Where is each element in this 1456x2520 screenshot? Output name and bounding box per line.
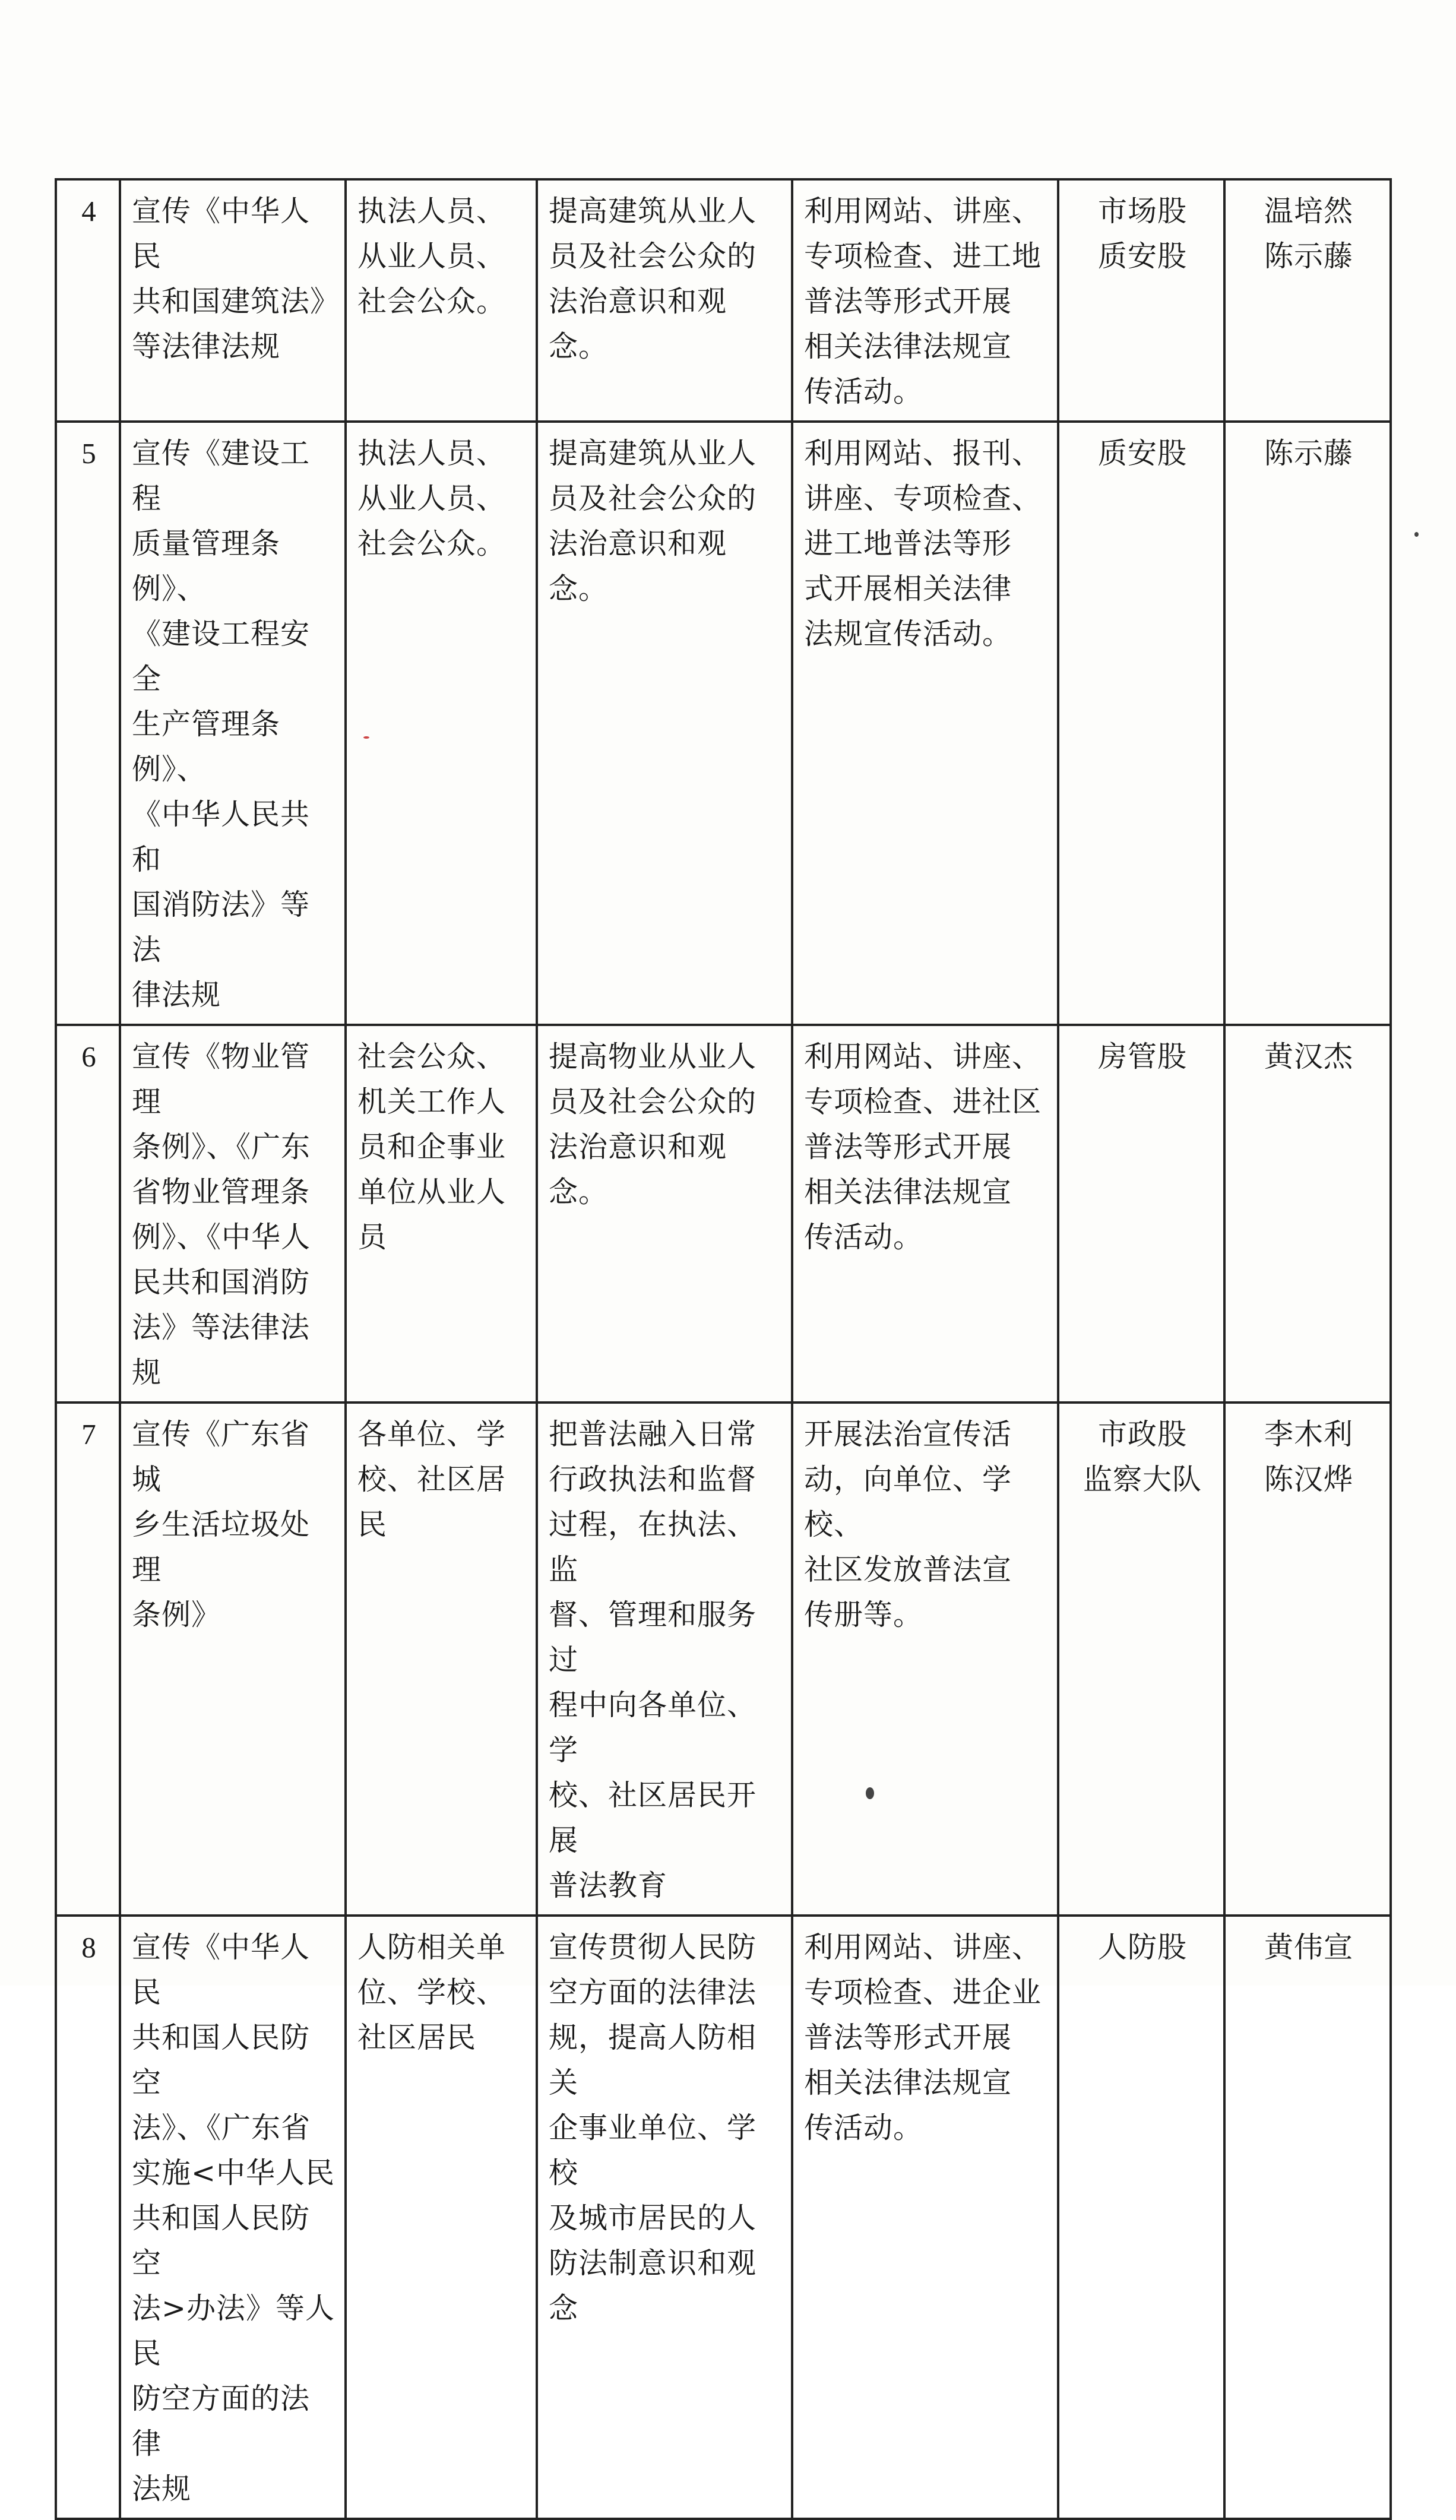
scan-speck — [1414, 532, 1419, 537]
publicity-content: 宣传《建设工程 质量管理条例》、 《建设工程安全 生产管理条例》、 《中华人民共和 国消防法》等法 律法规 — [120, 422, 346, 1025]
publicity-goal: 提高物业从业人 员及社会公众的 法治意识和观念。 — [537, 1025, 792, 1403]
table-row — [56, 1916, 1391, 2519]
responsible-person: 黄汉杰 — [1224, 1025, 1391, 1403]
publicity-method: 利用网站、讲座、 专项检查、进企业 普法等形式开展 相关法律法规宣 传活动。 — [792, 1916, 1058, 2519]
target-audience: 人防相关单 位、学校、 社区居民 — [346, 1916, 537, 2519]
publicity-goal: 提高建筑从业人 员及社会公众的 法治意识和观念。 — [537, 422, 792, 1025]
publicity-content: 宣传《物业管理 条例》、《广东 省物业管理条 例》、《中华人 民共和国消防 法》等法律法规 — [120, 1025, 346, 1403]
row-number: 5 — [56, 422, 120, 1025]
table-row — [56, 422, 1391, 1025]
scan-speck — [866, 1787, 874, 1799]
target-audience: 各单位、学 校、社区居 民 — [346, 1403, 537, 1916]
row-number: 4 — [56, 179, 120, 422]
row-number: 7 — [56, 1403, 120, 1916]
responsible-department: 市场股 质安股 — [1058, 179, 1224, 422]
publicity-goal: 提高建筑从业人 员及社会公众的 法治意识和观念。 — [537, 179, 792, 422]
target-audience: 执法人员、 从业人员、 社会公众。 — [346, 179, 537, 422]
table-row — [56, 179, 1391, 422]
responsible-department: 市政股 监察大队 — [1058, 1403, 1224, 1916]
publicity-goal: 宣传贯彻人民防 空方面的法律法 规，提高人防相关 企事业单位、学校 及城市居民的人 防法制意识和观 念 — [537, 1916, 792, 2519]
publicity-method: 利用网站、讲座、 专项检查、进工地 普法等形式开展 相关法律法规宣 传活动。 — [792, 179, 1058, 422]
publicity-method: 利用网站、报刊、 讲座、专项检查、 进工地普法等形 式开展相关法律 法规宣传活动。 — [792, 422, 1058, 1025]
table-row — [56, 1025, 1391, 1403]
row-number: 6 — [56, 1025, 120, 1403]
publicity-goal: 把普法融入日常 行政执法和监督 过程，在执法、监 督、管理和服务过 程中向各单位、学 校、社区居民开展 普法教育 — [537, 1403, 792, 1916]
responsible-department: 人防股 — [1058, 1916, 1224, 2519]
publicity-method: 开展法治宣传活 动，向单位、学校、 社区发放普法宣 传册等。 — [792, 1403, 1058, 1916]
scan-speck — [363, 736, 369, 739]
responsible-person: 温培然 陈示藤 — [1224, 179, 1391, 422]
table-row — [56, 1403, 1391, 1916]
publicity-content: 宣传《广东省城 乡生活垃圾处理 条例》 — [120, 1403, 346, 1916]
legal-publicity-plan-table — [55, 178, 1392, 2520]
target-audience: 执法人员、 从业人员、 社会公众。 — [346, 422, 537, 1025]
row-number: 8 — [56, 1916, 120, 2519]
responsible-person: 陈示藤 — [1224, 422, 1391, 1025]
publicity-method: 利用网站、讲座、 专项检查、进社区 普法等形式开展 相关法律法规宣 传活动。 — [792, 1025, 1058, 1403]
publicity-content: 宣传《中华人民 共和国人民防空 法》、《广东省 实施<中华人民 共和国人民防空 法>办法》等人民 防空方面的法律 法规 — [120, 1916, 346, 2519]
responsible-person: 黄伟宣 — [1224, 1916, 1391, 2519]
publicity-content: 宣传《中华人民 共和国建筑法》 等法律法规 — [120, 179, 346, 422]
target-audience: 社会公众、 机关工作人 员和企事业 单位从业人 员 — [346, 1025, 537, 1403]
responsible-department: 房管股 — [1058, 1025, 1224, 1403]
responsible-department: 质安股 — [1058, 422, 1224, 1025]
responsible-person: 李木利 陈汉烨 — [1224, 1403, 1391, 1916]
